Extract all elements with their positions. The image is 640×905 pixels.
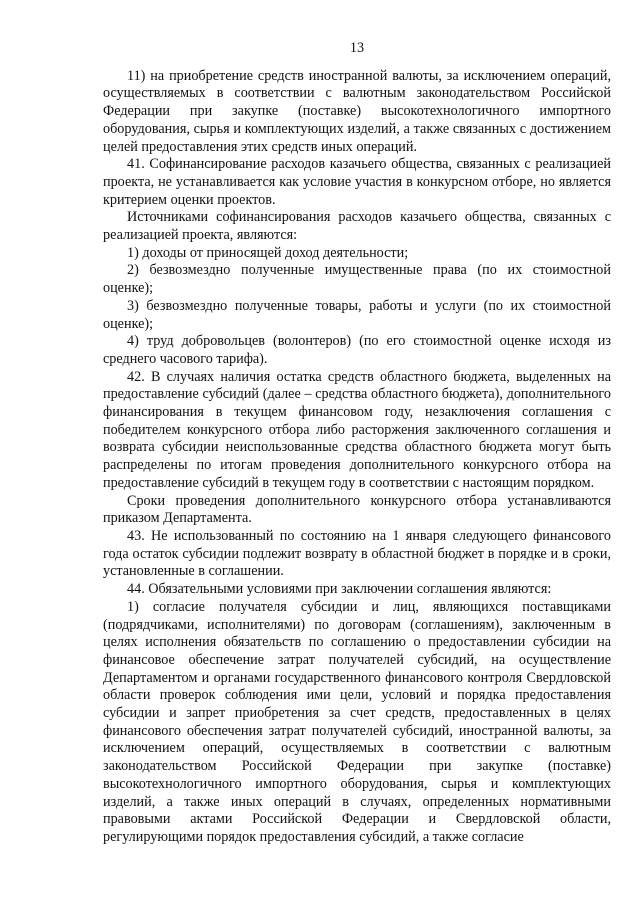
paragraph-42-remaining-funds: 42. В случаях наличия остатка средств областного бюджета, выделенных на предоставление субсидий (далее – средства областного бюджета), дополнительного финансирования в текущем финансовом году, незаключения соглашения с победителем конкурсного отбора либо расторжения заключенного соглашения и возврата субсидии неиспользованные средства областного бюджета могут быть распределены по итогам проведения дополнительного конкурсного отбора на предоставление субсидий в текущем году в соответствии с настоящим порядком.: [103, 368, 611, 491]
list-item-goods-services: 3) безвозмездно полученные товары, работы и услуги (по их стоимостной оценке);: [103, 297, 611, 332]
list-item-property-rights: 2) безвозмездно полученные имущественные права (по их стоимостной оценке);: [103, 262, 611, 297]
paragraph-41-cofinancing: 41. Софинансирование расходов казачьего общества, связанных с реализацией проекта, не устанавливается как условие участия в конкурсном отборе, но является критерием оценки проектов.: [103, 156, 611, 208]
document-page: [103, 40, 611, 847]
paragraph-43-unused-balance: 43. Не использованный по состоянию на 1 января следующего финансового года остаток субсидии подлежит возврату в областной бюджет в порядке и в сроки, установленные в соглашении.: [103, 527, 611, 580]
list-item-volunteer-labor: 4) труд добровольцев (волонтеров) (по его стоимостной оценке исходя из среднего часового тарифа).: [103, 333, 611, 367]
paragraph-cofinancing-sources: Источниками софинансирования расходов казачьего общества, связанных с реализацией проекта, являются:: [103, 209, 611, 244]
list-item-consent: 1) согласие получателя субсидии и лиц, являющихся поставщиками (подрядчиками, исполнителями) по договорам (соглашениям), заключенным в целях исполнения обязательств по соглашению о предоставлении субсидии на финансовое обеспечение затрат получателей субсидий, на осуществление Департаментом и органами государственного финансового контроля Свердловской области проверок соблюдения ими цели, условий и порядка предоставления субсидии и запрет приобретения за счет средств, предоставленных в целях финансового обеспечения затрат получателей субсидий, иностранной валюты, за исключением операций, осуществляемых в соответствии с валютным законодательством Российской Федерации при закупке (поставке) высокотехнологичного импортного оборудования, сырья и комплектующих изделий, а также иных операций в случаях, определенных нормативными правовыми актами Российской Федерации и Свердловской области, регулирующими порядок предоставления субсидий, а также согласие: [103, 598, 611, 845]
page-number: 13: [349, 40, 365, 56]
paragraph-additional-selection-dates: Сроки проведения дополнительного конкурсного отбора устанавливаются приказом Департамента.: [103, 492, 611, 527]
list-item-income: 1) доходы от приносящей доход деятельности;: [127, 244, 409, 261]
paragraph-item-11: 11) на приобретение средств иностранной валюты, за исключением операций, осуществляемых в соответствии с валютным законодательством Российской Федерации при закупке (поставке) высокотехнологичного импортного оборудования, сырья и комплектующих изделий, а также связанных с достижением целей предоставления этих средств иных операций.: [103, 67, 611, 155]
paragraph-44-mandatory-conditions: 44. Обязательными условиями при заключении соглашения являются:: [127, 581, 552, 598]
